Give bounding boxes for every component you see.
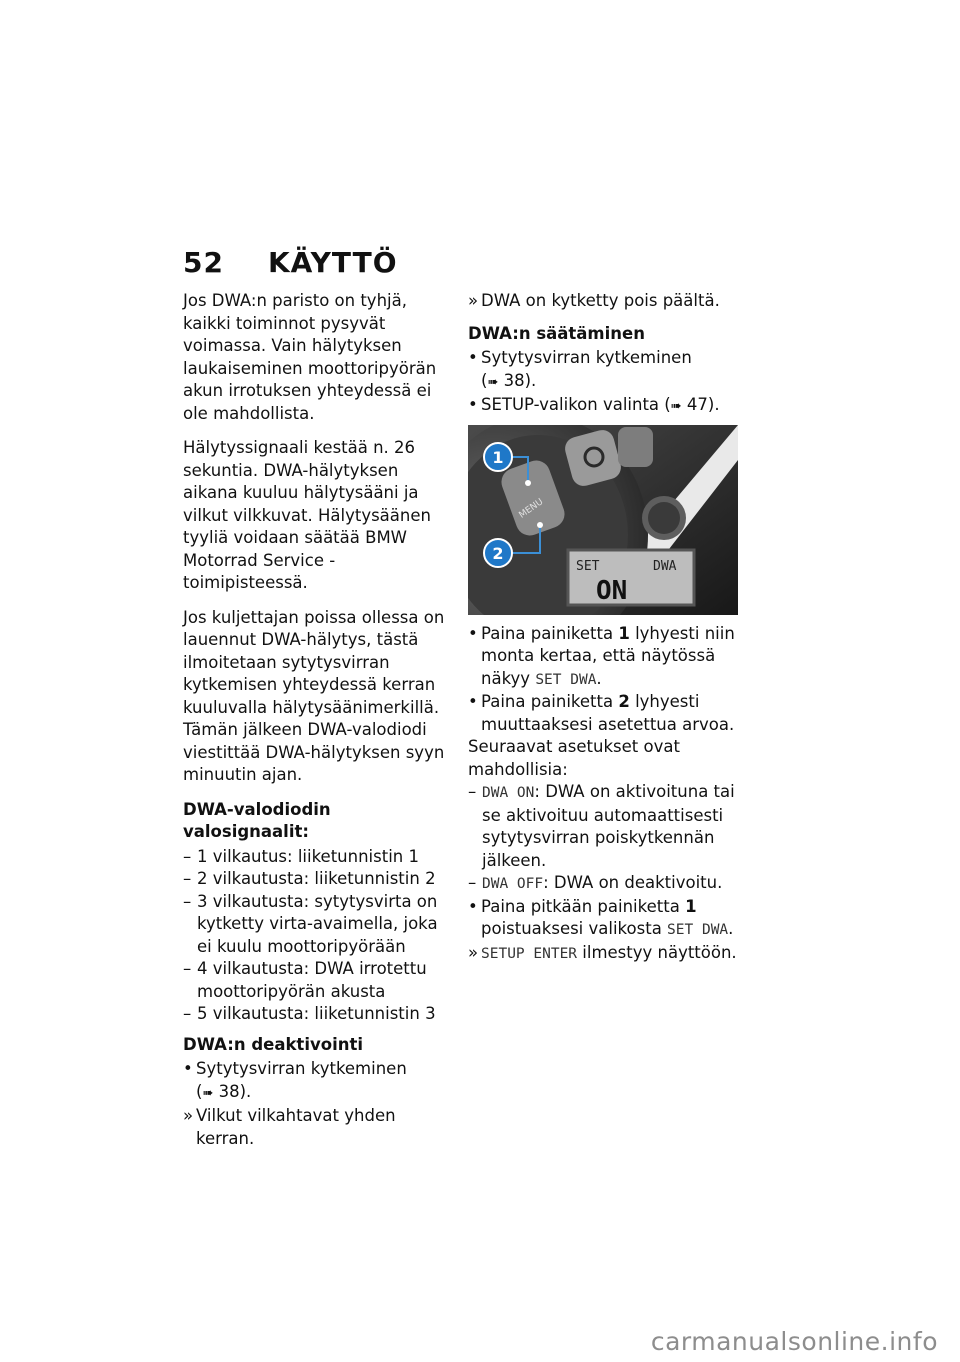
step-ignition-on: • Sytytysvirran kytkeminen (➠ 38). <box>183 1059 407 1101</box>
result-dwa-off: » DWA on kytketty pois päältä. <box>468 291 720 310</box>
result-setup-enter: » SETUP ENTER ilmestyy näyttöön. <box>468 942 737 962</box>
callout-1: 1 <box>492 447 504 467</box>
led-signal-item: – 4 vilkautusta: DWA irrotettu moottoripyörän akusta <box>183 959 427 1001</box>
step-long-press-button-1: • Paina pitkään painiketta 1 poistuaksesi valikosta SET DWA. <box>468 896 734 938</box>
step-select-setup-menu: • SETUP-valikon valinta (➠ 47). <box>468 395 720 414</box>
option-dwa-on: – DWA ON: DWA on aktivoituna tai se aktivoituu automaattisesti sytytysvirran poiskytkennän jälkeen. <box>468 782 735 870</box>
heading-led-signals: DWA-valodiodin valosignaalit: <box>183 799 331 841</box>
page-ref-arrow-icon: ➠ <box>202 1085 214 1101</box>
display-label-dwa: DWA <box>653 558 677 574</box>
callout-2: 2 <box>492 543 504 563</box>
watermark: carmanualsonline.info <box>650 1327 938 1356</box>
step-press-button-1: • Paina painiketta 1 lyhyesti niin monta kertaa, että näytössä näkyy SET DWA. <box>468 623 735 688</box>
led-signal-item: – 1 vilkautus: liiketunnistin 1 <box>183 846 419 866</box>
heading-dwa-settings: DWA:n säätäminen <box>468 323 645 343</box>
step-ignition-on: • Sytytysvirran kytkeminen (➠ 38). <box>468 348 692 390</box>
heading-deactivation: DWA:n deaktivointi <box>183 1034 364 1054</box>
display-value: ON <box>596 575 628 606</box>
page-number: 52 <box>183 246 224 279</box>
led-signal-item: – 2 vilkautusta: liiketunnistin 2 <box>183 869 436 888</box>
paragraph-alarm-duration: Hälytyssignaali kestää n. 26 sekuntia. DWA-hälytyksen aikana kuuluu hälytysääni ja vilkut vilkkuvat. Hälytysäänen tyyliä voidaan säätää BMW Motorrad Service -toimipisteessä. <box>183 438 431 592</box>
page-ref-arrow-icon: ➠ <box>670 399 682 414</box>
step-press-button-2: • Paina painiketta 2 lyhyesti muuttaaksesi asetettua arvoa. <box>468 692 735 734</box>
option-dwa-off: – DWA OFF: DWA on deaktivoitu. <box>468 873 723 892</box>
paragraph-alarm-triggered: Jos kuljettajan poissa ollessa on lauennut DWA-hälytys, tästä ilmoitetaan sytytysvirran kytkemisen yhteydessä kerran kuuluvalla hälytysäänimerkillä. Tämän jälkeen DWA-valodiodi viestittää DWA-hälytyksen syyn minuutin ajan. <box>183 607 445 784</box>
led-signal-item: – 3 vilkautusta: sytytysvirta on kytketty virta-avaimella, joka ei kuulu moottoripyörään <box>183 891 438 956</box>
page-header <box>183 246 398 279</box>
chapter-title: KÄYTTÖ <box>267 246 398 279</box>
menu-button-label: MENU <box>517 496 546 521</box>
display-label-set: SET <box>576 558 600 574</box>
settings-intro: Seuraavat asetukset ovat mahdollisia: <box>468 737 680 779</box>
page-ref-arrow-icon: ➠ <box>487 374 499 390</box>
right-column <box>468 290 740 965</box>
left-column <box>183 290 455 1150</box>
led-signal-item: – 5 vilkautusta: liiketunnistin 3 <box>183 1004 436 1023</box>
paragraph-battery: Jos DWA:n paristo on tyhjä, kaikki toiminnot pysyvät voimassa. Vain hälytyksen laukaiseminen moottoripyörän akun irrotuksen yhteydessä ei ole mahdollista. <box>183 291 437 423</box>
result-indicators-flash: » Vilkut vilkahtavat yhden kerran. <box>183 1106 396 1148</box>
handlebar-control-photo <box>468 425 738 615</box>
